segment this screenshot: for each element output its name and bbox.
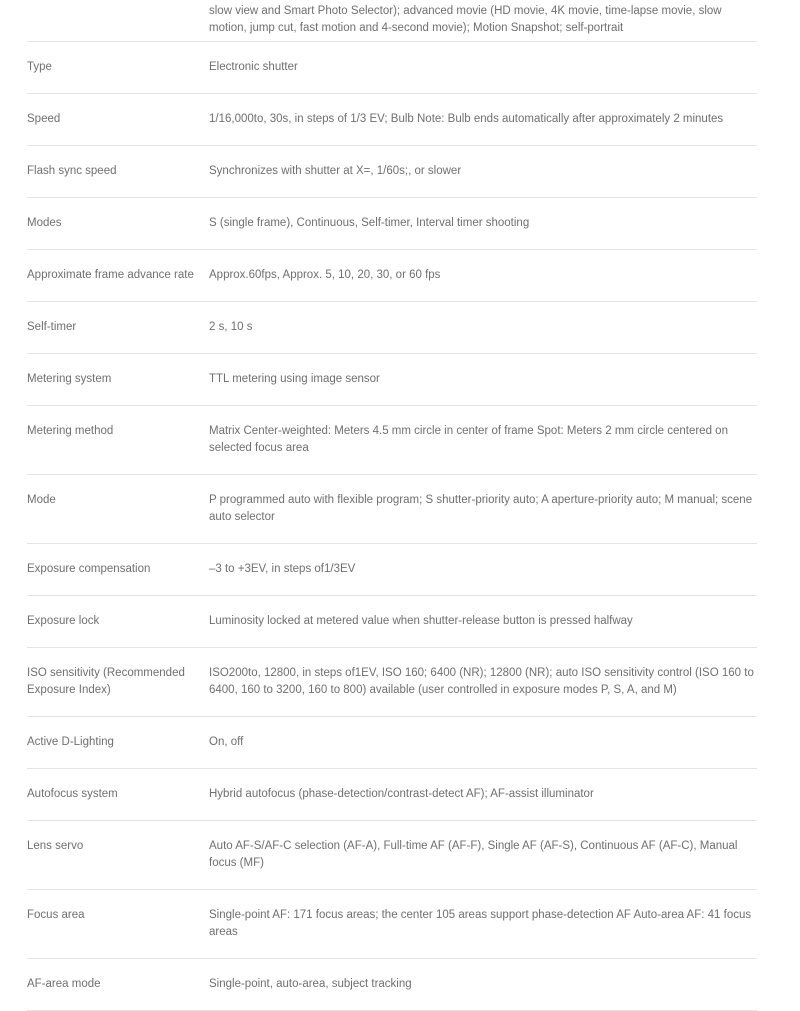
spec-row [27,41,757,93]
spec-value: Single-point AF: 171 focus areas; the center 105 areas support phase-detection AF Auto-area AF: 41 focus areas [209,909,752,938]
spec-value: Electronic shutter [209,61,298,73]
spec-value: Hybrid autofocus (phase-detection/contrast-detect AF); AF-assist illuminator [209,788,594,800]
spec-row [27,353,757,405]
spec-row [27,716,757,768]
spec-value: Luminosity locked at metered value when shutter-release button is pressed halfway [209,615,633,627]
spec-row [27,145,757,197]
spec-row [27,889,757,958]
spec-value: Auto AF-S/AF-C selection (AF-A), Full-time AF (AF-F), Single AF (AF-S), Continuous AF (AF-C), Manual focus (MF) [209,840,738,869]
spec-label: Exposure lock [27,615,100,627]
spec-label: Metering method [27,425,114,437]
spec-label: AF-area mode [27,978,101,990]
spec-value: Approx.60fps, Approx. 5, 10, 20, 30, or 60 fps [209,269,441,281]
spec-row [27,301,757,353]
spec-label: Lens servo [27,840,84,852]
spec-row [27,820,757,889]
spec-label: Mode [27,494,56,506]
spec-row [27,405,757,474]
spec-row [27,249,757,301]
spec-value: Matrix Center-weighted: Meters 4.5 mm circle in center of frame Spot: Meters 2 mm circle centered on selected focus area [209,425,728,454]
spec-row [27,958,757,1010]
spec-row [27,768,757,820]
camera-spec-table [27,0,757,1011]
spec-row [27,595,757,647]
spec-row [27,93,757,145]
spec-value: P programmed auto with flexible program; S shutter-priority auto; A aperture-priority auto; M manual; scene auto selector [209,494,753,523]
spec-label: Speed [27,113,61,125]
spec-label: Active D-Lighting [27,736,114,748]
spec-value: TTL metering using image sensor [209,373,380,385]
spec-label: Modes [27,217,62,229]
spec-label: Self-timer [27,321,77,333]
spec-label: Focus area [27,909,85,921]
spec-value: S (single frame), Continuous, Self-timer, Interval timer shooting [209,217,530,229]
spec-value: 2 s, 10 s [209,321,253,333]
spec-value: 1/16,000to, 30s, in steps of 1/3 EV; Bulb Note: Bulb ends automatically after approximately 2 minutes [209,113,724,125]
spec-label: Flash sync speed [27,165,117,177]
spec-row [27,543,757,595]
spec-row [27,197,757,249]
spec-row [27,474,757,543]
movie-options-continuation-text: slow view and Smart Photo Selector); advanced movie (HD movie, 4K movie, time-lapse movie, slow motion, jump cut, fast motion and 4-second movie); Motion Snapshot; self-portrait [209,5,722,34]
spec-value: Synchronizes with shutter at X=, 1/60s;, or slower [209,165,462,177]
spec-row-continuation [27,0,757,41]
spec-label: Metering system [27,373,112,385]
spec-value: –3 to +3EV, in steps of1/3EV [209,563,356,575]
spec-rows [27,41,757,1010]
spec-value: On, off [209,736,244,748]
spec-value: ISO200to, 12800, in steps of1EV, ISO 160; 6400 (NR); 12800 (NR); auto ISO sensitivity control (ISO 160 to 6400, 160 to 3200, 160 to 800) available (user controlled in exposure modes P, S, A, and M) [209,667,754,696]
spec-label: Exposure compensation [27,563,151,575]
spec-label: Autofocus system [27,788,118,800]
spec-label: Approximate frame advance rate [27,269,194,281]
spec-row [27,647,757,716]
spec-label: ISO sensitivity (Recommended Exposure Index) [27,667,185,696]
spec-label: Type [27,61,52,73]
spec-value: Single-point, auto-area, subject tracking [209,978,412,990]
